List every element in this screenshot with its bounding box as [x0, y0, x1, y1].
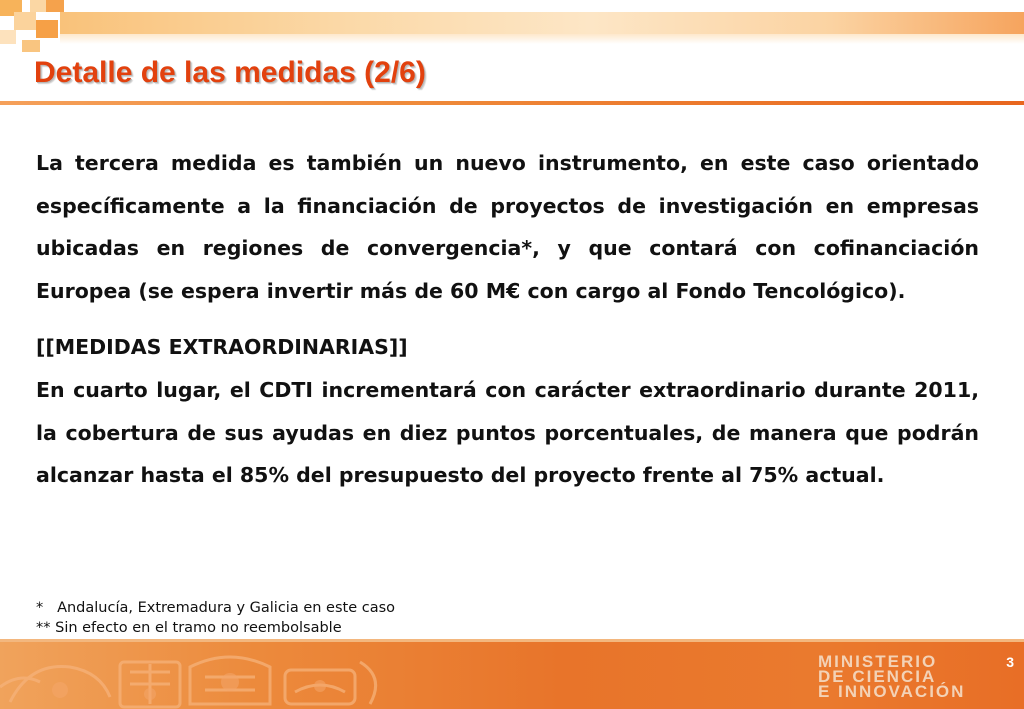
decor-square — [46, 0, 64, 12]
slide-body — [36, 142, 979, 497]
title-divider — [0, 101, 1024, 105]
footnote: * Andalucía, Extremadura y Galicia en este caso — [36, 600, 396, 616]
decor-square — [0, 30, 16, 44]
ministry-line: DE CIENCIA — [818, 667, 937, 686]
coat-of-arms-icon — [0, 642, 400, 709]
ministry-line: E INNOVACIÓN — [818, 682, 966, 701]
paragraph-spacer — [36, 312, 979, 326]
paragraph-third-measure: La tercera medida es también un nuevo instrumento, en este caso orientado específicamente a la financiación de proyectos de investigación en empresas ubicadas en regiones de convergencia*, y que contará con cofinanciación Europea (se espera invertir más de 60 M€ con cargo al Fondo Tencológico). — [36, 151, 979, 303]
ministry-logo — [818, 654, 1018, 699]
footnote: ** Sin efecto en el tramo no reembolsable — [36, 620, 342, 636]
decor-square — [14, 12, 36, 30]
page-number: 3 — [1006, 654, 1014, 670]
header-band-fade — [60, 34, 1024, 44]
section-heading: [[MEDIDAS EXTRAORDINARIAS]] — [36, 335, 408, 360]
ministry-line: MINISTERIO — [818, 652, 938, 671]
paragraph-fourth-measure: En cuarto lugar, el CDTI incrementará con carácter extraordinario durante 2011, la cobertura de sus ayudas en diez puntos porcentuales, de manera que podrán alcanzar hasta el 85% del presupuesto del proyecto frente al 75% actual. — [36, 377, 979, 488]
decor-square — [36, 20, 58, 38]
header-band — [60, 12, 1024, 34]
slide-title: Detalle de las medidas (2/6) — [34, 56, 426, 89]
footnotes — [36, 598, 395, 638]
decor-square — [22, 40, 40, 52]
